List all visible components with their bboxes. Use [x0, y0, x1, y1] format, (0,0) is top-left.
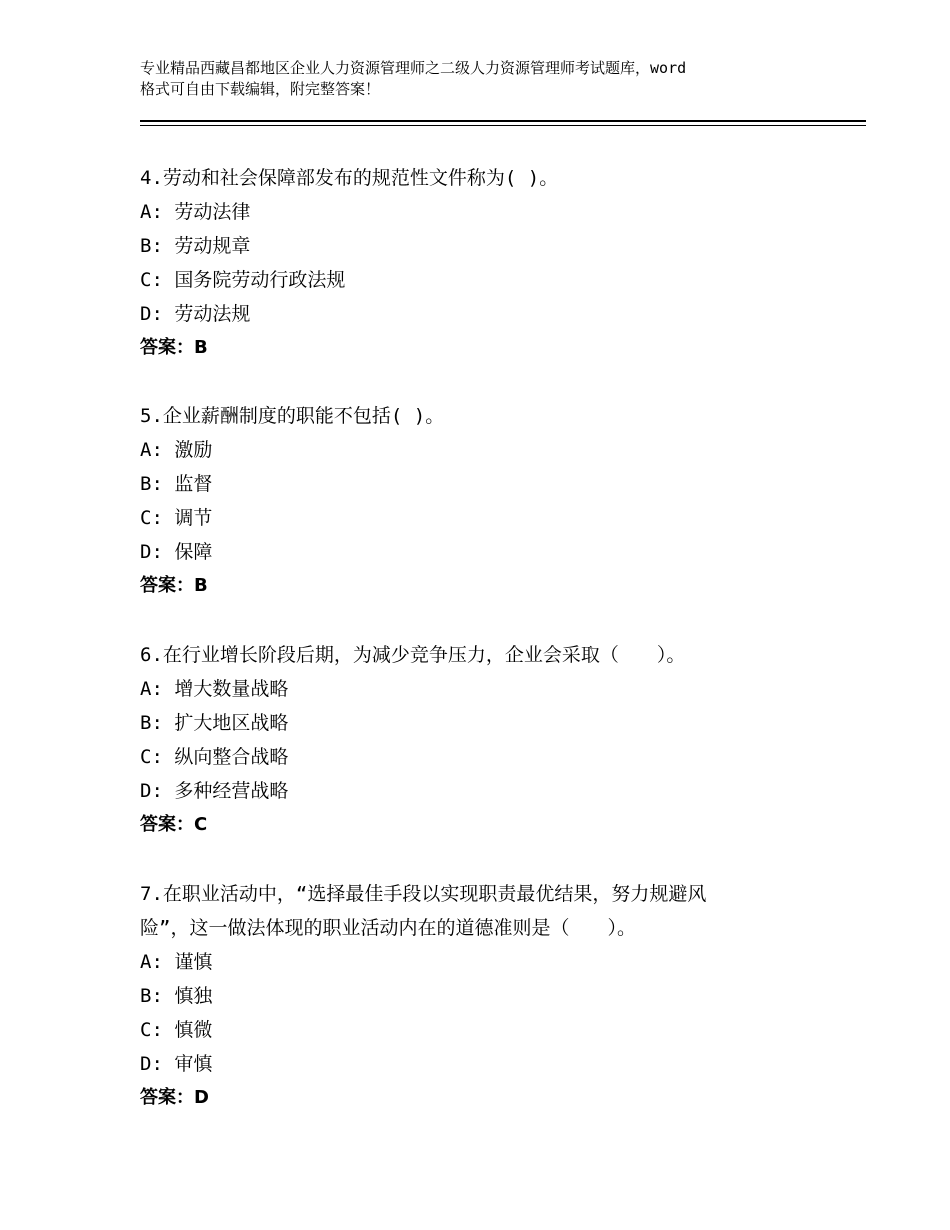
option-d: D: 保障: [140, 541, 213, 563]
option-c: C: 慎微: [140, 1019, 213, 1041]
answer-label: 答案：D: [140, 1087, 209, 1108]
option-a: A: 激励: [140, 439, 213, 461]
header-divider: [140, 120, 866, 126]
question-stem: 5.企业薪酬制度的职能不包括( )。: [140, 405, 445, 427]
option-c: C: 调节: [140, 507, 213, 529]
option-b: B: 监督: [140, 473, 213, 495]
header-line-1: 专业精品西藏昌都地区企业人力资源管理师之二级人力资源管理师考试题库，word: [140, 59, 687, 77]
answer-label: 答案：B: [140, 575, 208, 596]
option-d: D: 多种经营战略: [140, 780, 289, 802]
question-stem: 6.在行业增长阶段后期，为减少竞争压力，企业会采取（ ）。: [140, 644, 686, 666]
answer-label: 答案：C: [140, 814, 208, 835]
question-5: [140, 402, 840, 603]
answer-label: 答案：B: [140, 337, 208, 358]
option-a: A: 谨慎: [140, 951, 213, 973]
option-b: B: 慎独: [140, 985, 213, 1007]
option-d: D: 审慎: [140, 1053, 213, 1075]
question-4: [140, 164, 840, 365]
option-d: D: 劳动法规: [140, 303, 251, 325]
question-stem: 4.劳动和社会保障部发布的规范性文件称为( )。: [140, 167, 559, 189]
option-a: A: 增大数量战略: [140, 678, 289, 700]
question-7: [140, 880, 840, 1115]
option-b: B: 扩大地区战略: [140, 712, 289, 734]
option-a: A: 劳动法律: [140, 201, 251, 223]
header-line-2: 格式可自由下载编辑，附完整答案！: [140, 80, 381, 98]
question-stem-line-2: 险”，这一做法体现的职业活动内在的道德准则是（ ）。: [140, 917, 636, 939]
document-header: [140, 58, 830, 100]
question-stem-line-1: 7.在职业活动中，“选择最佳手段以实现职责最优结果，努力规避风: [140, 883, 707, 905]
option-c: C: 纵向整合战略: [140, 746, 289, 768]
option-b: B: 劳动规章: [140, 235, 251, 257]
question-6: [140, 641, 840, 842]
option-c: C: 国务院劳动行政法规: [140, 269, 346, 291]
